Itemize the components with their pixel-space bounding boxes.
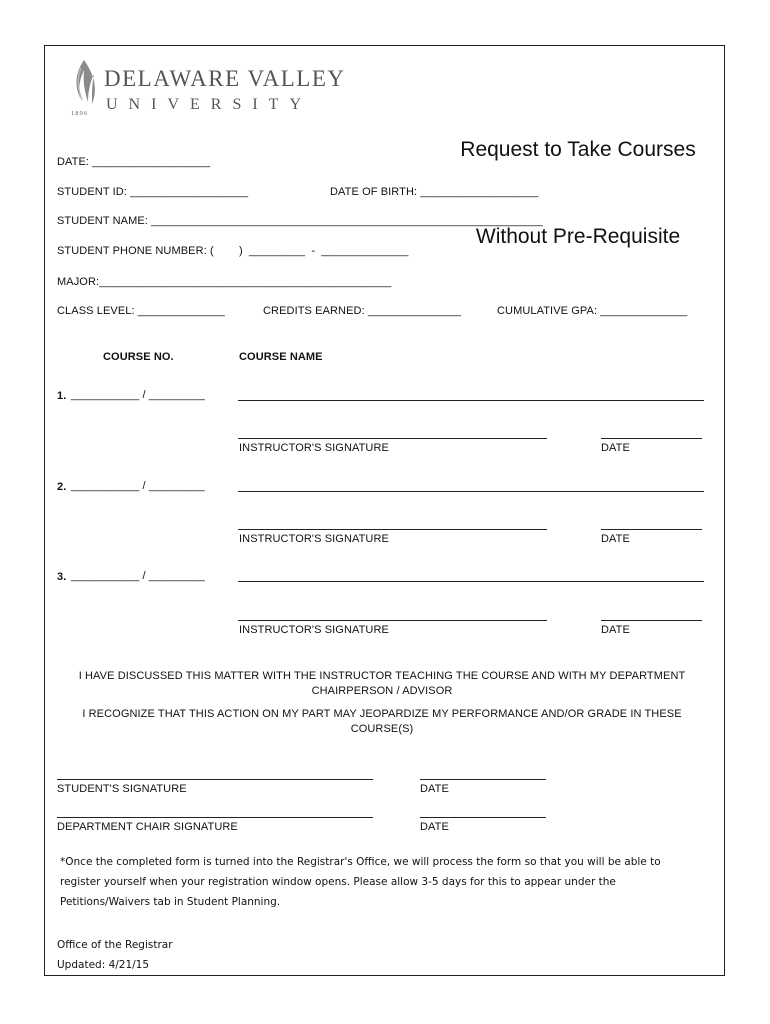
course-number: 3. — [57, 571, 67, 583]
acknowledgement-statement-1: I HAVE DISCUSSED THIS MATTER WITH THE INSTRUCTOR TEACHING THE COURSE AND WITH MY DEPARTMENT CHAIRPERSON / ADVISOR — [78, 670, 686, 697]
instructor-signature-label: INSTRUCTOR'S SIGNATURE — [239, 533, 389, 545]
instructor-signature-line[interactable] — [238, 438, 547, 439]
student-date-label: DATE — [420, 783, 449, 795]
course-name-line[interactable] — [238, 491, 704, 492]
course-name-line[interactable] — [238, 581, 704, 582]
instructor-date-line[interactable] — [601, 529, 702, 530]
instructor-date-line[interactable] — [601, 620, 702, 621]
student-id-field[interactable]: STUDENT ID: ___________________ — [57, 186, 249, 198]
chair-signature-label: DEPARTMENT CHAIR SIGNATURE — [57, 821, 238, 833]
form-title-line2: Without Pre-Requisite — [475, 225, 681, 248]
course-name-line[interactable] — [238, 400, 704, 401]
instructor-signature-line[interactable] — [238, 529, 547, 530]
instructor-signature-label: INSTRUCTOR'S SIGNATURE — [239, 624, 389, 636]
date-field[interactable]: DATE: ___________________ — [57, 156, 211, 168]
instructor-signature-line[interactable] — [238, 620, 547, 621]
instructor-signature-label: INSTRUCTOR'S SIGNATURE — [239, 442, 389, 454]
instructor-date-line[interactable] — [601, 438, 702, 439]
chair-date-label: DATE — [420, 821, 449, 833]
university-name-line1: DELAWARE VALLEY — [104, 66, 346, 91]
chair-date-line[interactable] — [420, 817, 546, 818]
office-of-registrar: Office of the Registrar — [57, 939, 173, 951]
credits-earned-field[interactable]: CREDITS EARNED: _______________ — [263, 305, 462, 317]
student-name-field[interactable]: STUDENT NAME: _______________________________________________________________ — [57, 215, 543, 227]
student-signature-label: STUDENT'S SIGNATURE — [57, 783, 187, 795]
course-code-field[interactable]: ___________ / _________ — [71, 389, 205, 401]
form-title — [428, 77, 728, 280]
registrar-note: *Once the completed form is turned into the Registrar's Office, we will process the form so that you will be able to register yourself when your registration window opens. Please allow 3-5 days for this to appear under the Petitions/Waivers tab in Student Planning. — [60, 856, 661, 908]
course-number: 1. — [57, 390, 67, 402]
founding-year: 1896 — [71, 110, 88, 117]
course-code-field[interactable]: ___________ / _________ — [71, 570, 205, 582]
course-name-header: COURSE NAME — [239, 351, 323, 363]
date-label: DATE — [601, 442, 630, 454]
course-number: 2. — [57, 481, 67, 493]
chair-signature-line[interactable] — [57, 817, 373, 818]
class-level-field[interactable]: CLASS LEVEL: ______________ — [57, 305, 225, 317]
student-date-line[interactable] — [420, 779, 546, 780]
date-of-birth-field[interactable]: DATE OF BIRTH: ___________________ — [330, 186, 539, 198]
date-label: DATE — [601, 624, 630, 636]
student-phone-field[interactable]: STUDENT PHONE NUMBER: ( ) _________ - ______________ — [57, 245, 409, 257]
course-code-field[interactable]: ___________ / _________ — [71, 480, 205, 492]
acknowledgement-statement-2: I RECOGNIZE THAT THIS ACTION ON MY PART MAY JEOPARDIZE MY PERFORMANCE AND/OR GRADE IN THESE COURSE(S) — [82, 708, 682, 735]
course-no-header: COURSE NO. — [103, 351, 174, 363]
flame-logo-icon — [70, 58, 98, 108]
updated-date: Updated: 4/21/15 — [57, 959, 150, 971]
date-label: DATE — [601, 533, 630, 545]
major-field[interactable]: MAJOR:_______________________________________________ — [57, 276, 392, 288]
form-title-line1: Request to Take Courses — [460, 138, 696, 161]
university-name-line2: UNIVERSITY — [106, 96, 312, 113]
cumulative-gpa-field[interactable]: CUMULATIVE GPA: ______________ — [497, 305, 688, 317]
student-signature-line[interactable] — [57, 779, 373, 780]
